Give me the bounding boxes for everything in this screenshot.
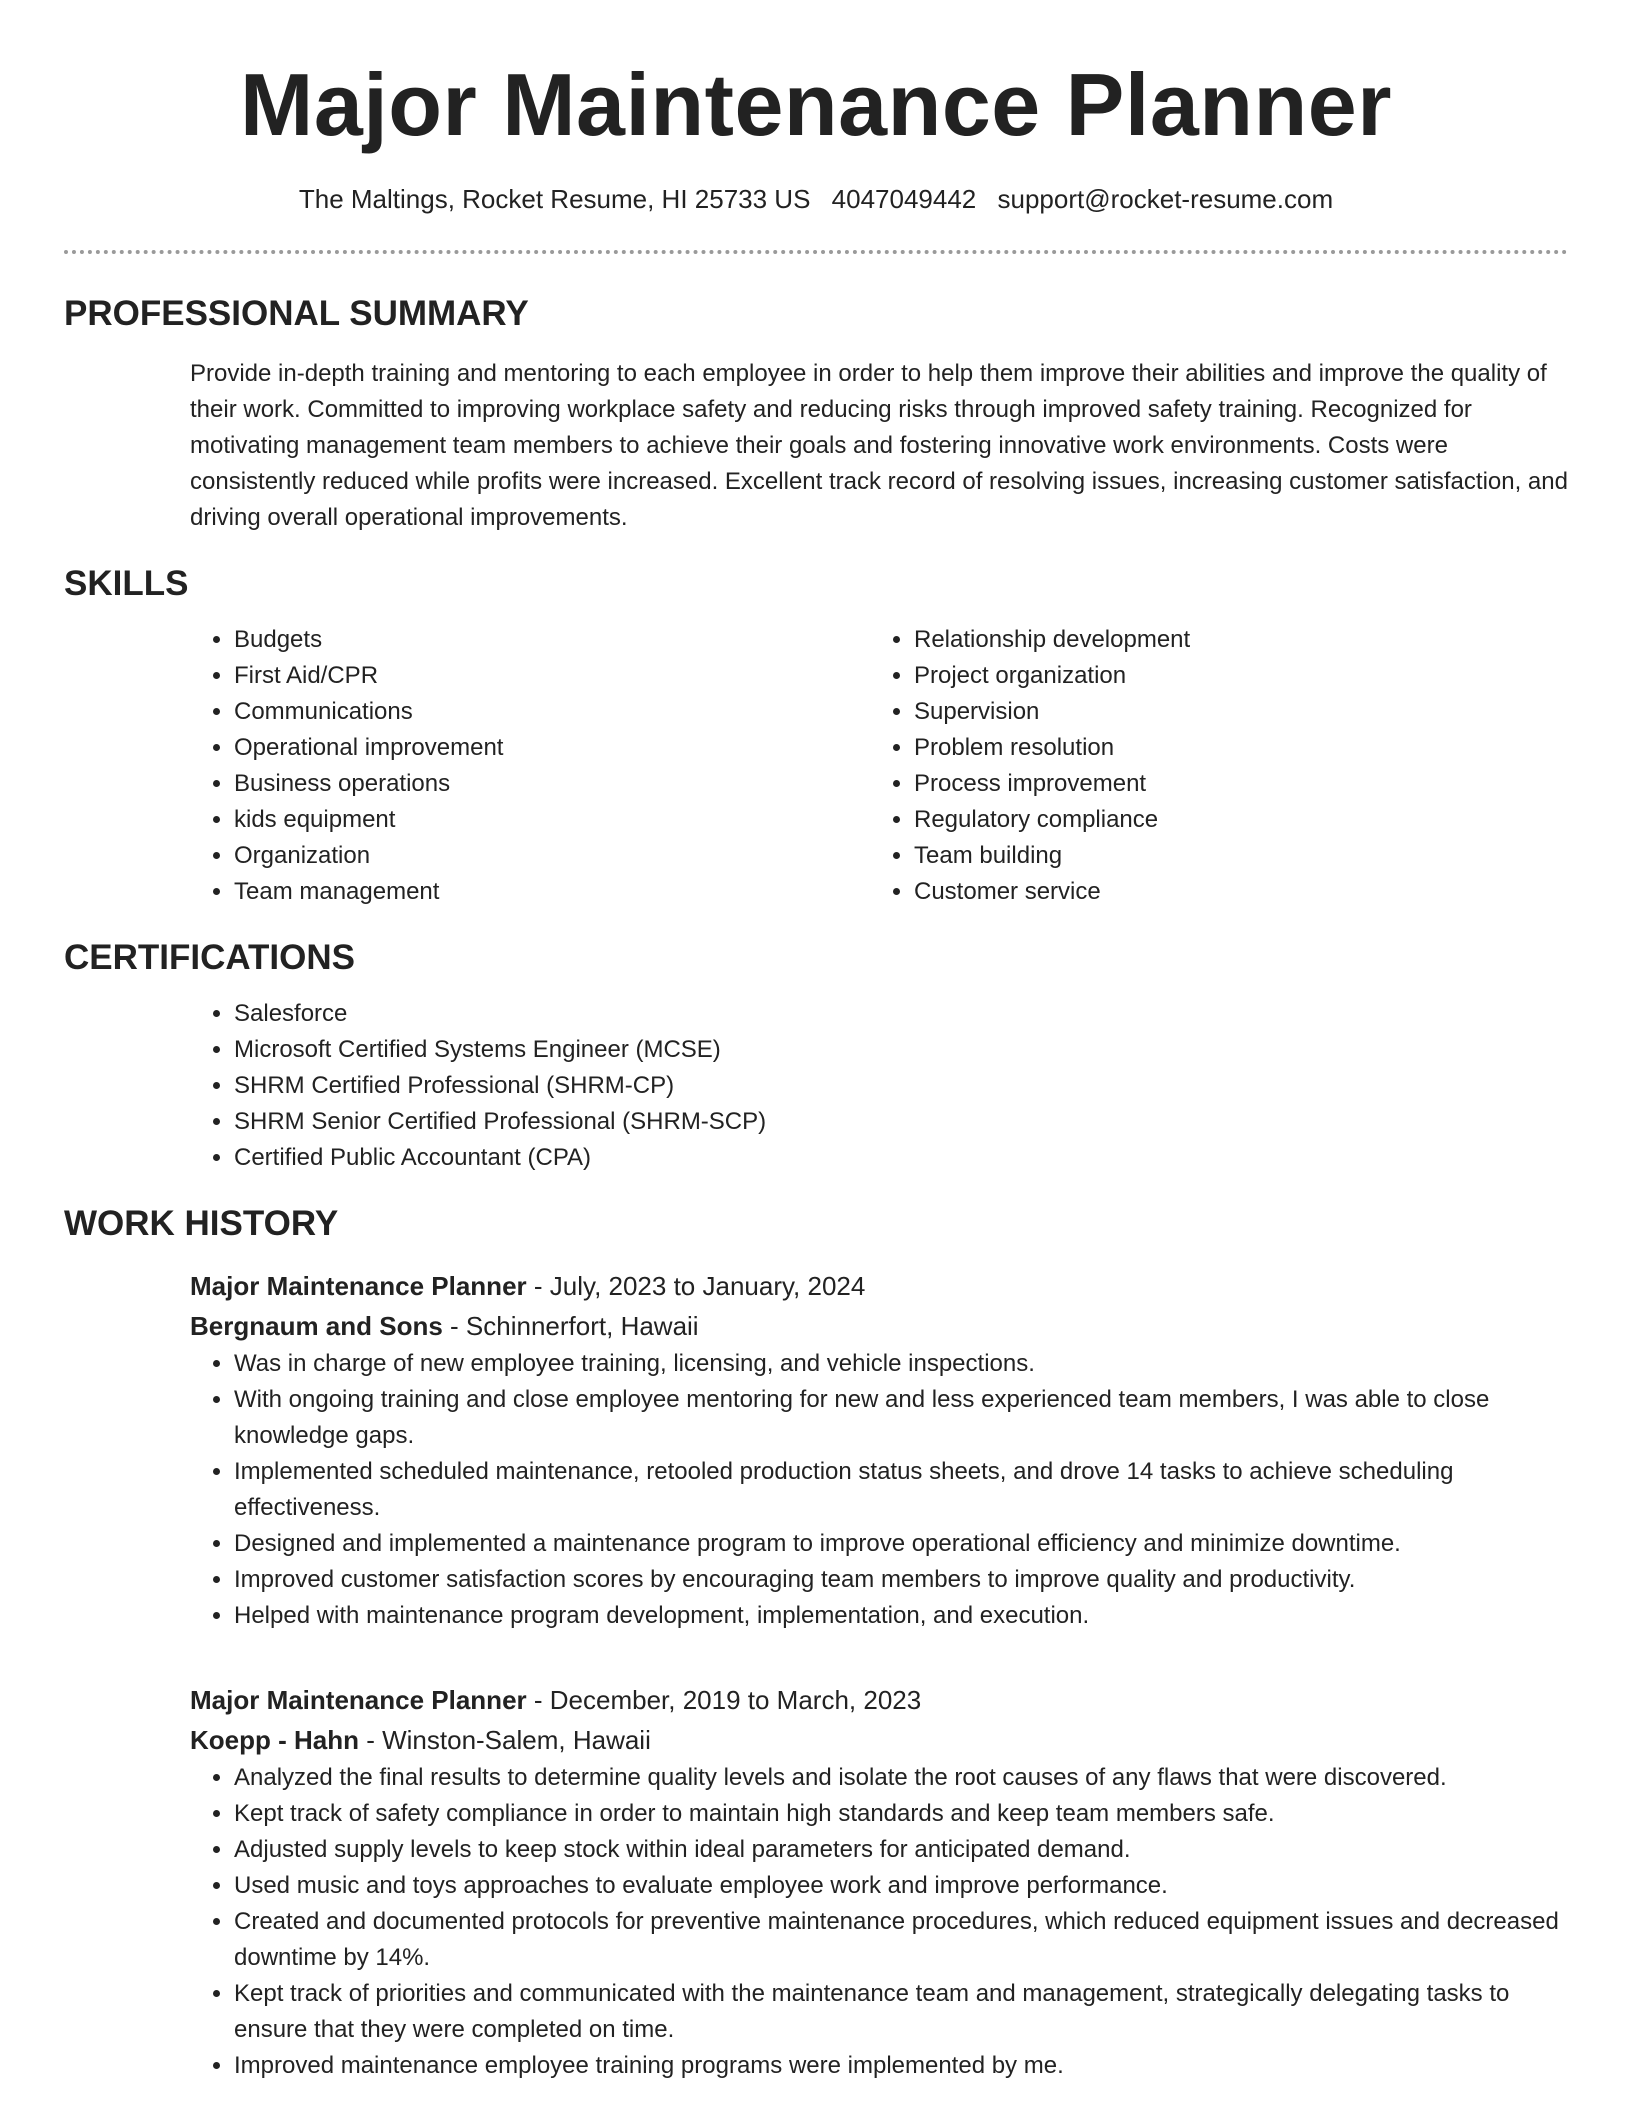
job-company-line	[190, 1720, 1568, 1760]
contact-phone: 4047049442	[831, 184, 977, 214]
job-bullets	[190, 1346, 1568, 1634]
skills-heading: SKILLS	[64, 564, 189, 603]
job-bullet: • Analyzed the final results to determine quality levels and isolate the root causes of any flaws that were discovered.	[234, 1760, 1568, 1796]
certifications-list-wrap	[190, 996, 1568, 1176]
certification-item: • SHRM Senior Certified Professional (SHRM-SCP)	[234, 1104, 1568, 1140]
job-location: - Winston-Salem, Hawaii	[359, 1725, 651, 1755]
job-bullet: • Designed and implemented a maintenance program to improve operational efficiency and minimize downtime.	[234, 1526, 1568, 1562]
job-dates: - July, 2023 to January, 2024	[526, 1271, 866, 1301]
certification-item: • Microsoft Certified Systems Engineer (MCSE)	[234, 1032, 1568, 1068]
contact-email: support@rocket-resume.com	[997, 184, 1334, 214]
job-location: - Schinnerfort, Hawaii	[442, 1311, 699, 1341]
skill-item: • Team management	[234, 874, 870, 910]
certification-item: • Certified Public Accountant (CPA)	[234, 1140, 1568, 1176]
skill-item: • Team building	[914, 838, 1550, 874]
certification-item: • SHRM Certified Professional (SHRM-CP)	[234, 1068, 1568, 1104]
job-bullet: • With ongoing training and close employee mentoring for new and less experienced team members, I was able to close knowledge gaps.	[234, 1382, 1568, 1454]
job-company-line	[190, 1306, 1568, 1346]
skills-list-left	[190, 622, 870, 910]
certifications-section	[64, 936, 1568, 1176]
summary-text: Provide in-depth training and mentoring to each employee in order to help them improve their abilities and improve the quality of their work. Committed to improving workplace safety and reducing risks through improved safety training. Recognized for motivating management team members to achieve their goals and fostering innovative work environments. Costs were consistently reduced while profits were increased. Excellent track record of resolving issues, increasing customer satisfaction, and driving overall operational improvements.	[190, 360, 1568, 531]
skill-item: • Project organization	[914, 658, 1550, 694]
header-divider	[64, 250, 1568, 254]
job-bullet: • Implemented scheduled maintenance, retooled production status sheets, and drove 14 tasks to achieve scheduling effectiveness.	[234, 1454, 1568, 1526]
skill-item: • kids equipment	[234, 802, 870, 838]
job-title: Major Maintenance Planner	[190, 1271, 527, 1301]
skill-item: • Supervision	[914, 694, 1550, 730]
job-bullet: • Kept track of priorities and communicated with the maintenance team and management, strategically delegating tasks to ensure that they were completed on time.	[234, 1976, 1568, 2048]
skill-item: • Relationship development	[914, 622, 1550, 658]
job-bullet: • Improved maintenance employee training programs were implemented by me.	[234, 2048, 1568, 2084]
job-entry	[190, 1266, 1568, 1634]
job-title: Major Maintenance Planner	[190, 1685, 527, 1715]
certification-item: • Salesforce	[234, 996, 1568, 1032]
job-bullet: • Kept track of safety compliance in order to maintain high standards and keep team members safe.	[234, 1796, 1568, 1832]
skills-grid	[190, 622, 1568, 910]
job-title-line	[190, 1680, 1568, 1720]
skill-item: • Communications	[234, 694, 870, 730]
job-entry	[190, 1680, 1568, 2084]
job-bullet: • Used music and toys approaches to evaluate employee work and improve performance.	[234, 1868, 1568, 1904]
job-dates: - December, 2019 to March, 2023	[526, 1685, 922, 1715]
candidate-name: Major Maintenance Planner	[240, 55, 1392, 154]
certifications-heading: CERTIFICATIONS	[64, 938, 356, 977]
summary-heading: PROFESSIONAL SUMMARY	[64, 294, 529, 333]
skill-item: • Organization	[234, 838, 870, 874]
skills-column-right	[870, 622, 1550, 910]
skill-item: • Problem resolution	[914, 730, 1550, 766]
job-bullets	[190, 1760, 1568, 2084]
work-history-section	[64, 1202, 1568, 2084]
contact-line	[0, 182, 1632, 216]
skills-column-left	[190, 622, 870, 910]
contact-address: The Maltings, Rocket Resume, HI 25733 US	[298, 184, 811, 214]
skill-item: • Operational improvement	[234, 730, 870, 766]
work-history-heading: WORK HISTORY	[64, 1204, 339, 1243]
skill-item: • First Aid/CPR	[234, 658, 870, 694]
skill-item: • Business operations	[234, 766, 870, 802]
skills-section	[64, 562, 1568, 910]
job-bullet: • Helped with maintenance program development, implementation, and execution.	[234, 1598, 1568, 1634]
skill-item: • Budgets	[234, 622, 870, 658]
skill-item: • Regulatory compliance	[914, 802, 1550, 838]
job-bullet: • Improved customer satisfaction scores by encouraging team members to improve quality and productivity.	[234, 1562, 1568, 1598]
job-title-line	[190, 1266, 1568, 1306]
skills-list-right	[870, 622, 1550, 910]
job-bullet: • Adjusted supply levels to keep stock within ideal parameters for anticipated demand.	[234, 1832, 1568, 1868]
certifications-list	[190, 996, 1568, 1176]
skill-item: • Customer service	[914, 874, 1550, 910]
summary-section	[64, 292, 1568, 536]
job-company: Koepp - Hahn	[190, 1725, 359, 1755]
skill-item: • Process improvement	[914, 766, 1550, 802]
resume-header	[0, 0, 1632, 216]
job-bullet: • Created and documented protocols for preventive maintenance procedures, which reduced equipment issues and decreased downtime by 14%.	[234, 1904, 1568, 1976]
job-bullet: • Was in charge of new employee training, licensing, and vehicle inspections.	[234, 1346, 1568, 1382]
job-company: Bergnaum and Sons	[190, 1311, 443, 1341]
